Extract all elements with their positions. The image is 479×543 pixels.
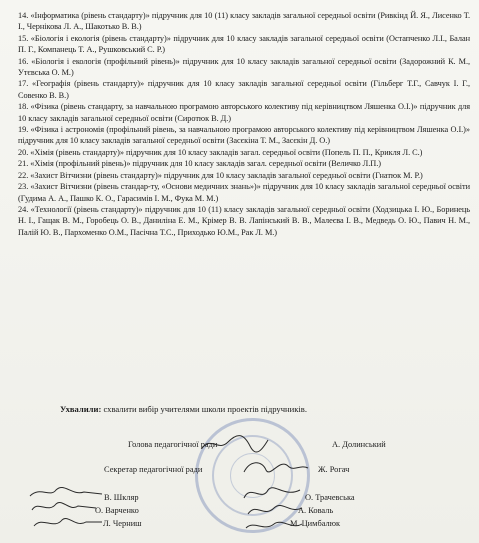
signatory-name: М. Цимбалюк (290, 519, 341, 528)
signatory-name: О. Варченко (95, 506, 139, 515)
textbook-list (18, 10, 470, 238)
list-item: 16. «Біологія і екологія (профільний рівень)» підручник для 10 класу закладів загальної середньої освіти (Задорожний К. М., Утєвська О. М.) (18, 56, 470, 78)
resolution-label: Ухвалили: (60, 404, 102, 414)
secretary-title: Секретар педагогічної ради (104, 465, 203, 474)
signatory-name: О. Трачевська (305, 493, 355, 502)
secretary-name: Ж. Рогач (318, 465, 350, 474)
signatory-name: В. Шкляр (104, 493, 139, 502)
right-signatures (240, 484, 306, 534)
list-item: 18. «Фізика (рівень стандарту, за навчальною програмою авторського колективу під керівництвом Ляшенка О.І.)» підручник для 10 класу закладів загальної середньої освіти (Сиротюк В. Д.) (18, 102, 470, 123)
list-item: 20. «Хімія (рівень стандарту)» підручник для 10 класу закладів загал. середньої освіти (Попель П. П., Крикля Л. С.) (18, 147, 423, 157)
list-item: 23. «Захист Вітчизни (рівень стандар-ту, «Основи медичних знань»)» підручник для 10 класу закладів загальної середньої освіти (Гудима А. А., Пашко К. О., Гарасимів І. М., Фука М. М.) (18, 182, 470, 203)
list-item: 22. «Захист Вітчизни (рівень стандарту)» підручник для 10 класу закладів загальної середньої освіти (Гнатюк М. Р.) (18, 170, 423, 180)
resolution-text: схвалити вибір учителями школи проектів підручників. (101, 404, 308, 414)
chair-title: Голова педагогічної ради (128, 440, 218, 449)
list-item: 17. «Географія (рівень стандарту)» підручник для 10 класу закладів загальної середньої освіти (Гільберг Т.Г., Савчук І. Г., Совенко В. В.) (18, 79, 470, 100)
signatory-name: Л. Черниш (103, 519, 142, 528)
left-signatures (26, 484, 106, 534)
list-item: 24. «Технології (рівень стандарту)» підручник для 10 (11) класу закладів загальної середньої освіти (Ходзицька І. Ю., Боринець Н. І., Гащак В. М., Горобець О. В., Даниліна Е. М., Крімер В. В. Лапінський В. В., Малеєва І. В., Медведь О. Ю., Павич Н. М., Палій Ю. В., Пархоменко О.М., Пасічна Т.С., Приходько Ю.М., Рак Л. М.) (18, 204, 470, 237)
list-item: 21. «Хімія (профільний рівень)» підручник для 10 класу закладів загал. середньої освіти (Величко Л.П.) (18, 159, 381, 169)
chair-name: А. Долинський (332, 440, 386, 449)
list-item: 14. «Інформатика (рівень стандарту)» підручник для 10 (11) класу закладів загальної середньої освіти (Ривкінд Й. Я., Лисенко Т. І., Чернікова Л. А., Шакотько В. В.) (18, 11, 470, 32)
list-item: 15. «Біологія і екологія (рівень стандарту)» підручник для 10 класу закладів загальної середньої освіти (Остапченко Л.І., Балан П. Г., Компанець Т. А., Рушковський С. Р.) (18, 33, 470, 55)
secretary-signature (240, 454, 310, 478)
chair-signature (200, 432, 270, 454)
list-item: 19. «Фізика і астрономія (профільний рівень, за навчальною програмою авторського колективу під керівництвом Ляшенка О.І.)» підручник для 10 класу закладів загальної середньої освіти (Засєкіна Т. М., Засєкін Д. О.) (18, 125, 470, 146)
resolution-line (60, 404, 460, 415)
signatory-name: А. Коваль (298, 506, 334, 515)
